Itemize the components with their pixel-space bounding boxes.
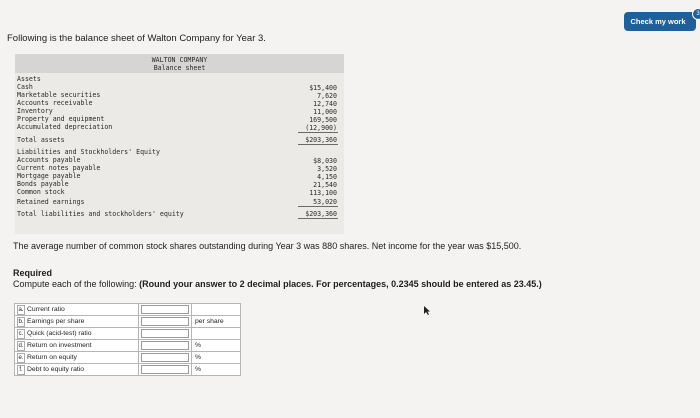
bs-row-label: Retained earnings [17,198,85,206]
instructions-rounding-note: (Round your answer to 2 decimal places. For percentages, 0.2345 should be entered as 23.45.) [139,279,542,289]
notification-badge: 3 [692,8,700,20]
balance-sheet-header [15,54,344,73]
current-ratio-input[interactable] [141,305,189,314]
intro-text: Following is the balance sheet of Walton Company for Year 3. [7,33,266,44]
subtotal-rule [298,206,338,207]
row-letter: d. [18,342,24,349]
bs-row-label: Accounts receivable [17,99,93,107]
bs-row-label: Marketable securities [17,91,101,99]
table-row [15,328,241,340]
instructions-prefix: Compute each of the following: [13,279,140,289]
bs-row-label: Total assets [17,136,65,144]
bs-row-value: 53,020 [313,198,337,206]
bs-row-value: 11,000 [313,108,337,116]
mouse-cursor-icon [424,306,431,315]
bs-row-value: 3,520 [317,165,337,173]
answer-unit: per share [192,316,241,328]
answer-unit: % [192,364,241,376]
bs-row-value: 113,100 [309,189,337,197]
bs-row-label: Cash [17,83,33,91]
question-text: The average number of common stock shares outstanding during Year 3 was 880 shares. Net income for the year was $15,500. [13,241,522,251]
bs-row-label: Mortgage payable [17,172,81,180]
total-rule [298,144,338,145]
bs-row-label: Liabilities and Stockholders' Equity [17,148,160,156]
answer-label: Return on investment [27,341,92,349]
bs-row-label: Accumulated depreciation [17,123,113,131]
return-on-investment-input[interactable] [141,341,189,350]
table-row [15,364,241,376]
table-row [15,316,241,328]
bs-row-value: $15,400 [309,84,337,92]
table-row [15,340,241,352]
answer-table [14,303,241,376]
debt-to-equity-input[interactable] [141,365,189,374]
total-rule [298,218,338,219]
bs-row-label: Total liabilities and stockholders' equity [17,210,184,218]
bs-row-value: $203,360 [305,210,337,218]
bs-row-label: Property and equipment [17,115,105,123]
bs-row-label: Accounts payable [17,156,81,164]
answer-unit: % [192,352,241,364]
bs-row-value: 12,740 [313,100,337,108]
quick-ratio-input[interactable] [141,329,189,338]
answer-label: Current ratio [27,305,65,313]
instructions [13,279,542,289]
earnings-per-share-input[interactable] [141,317,189,326]
bs-row-value: 7,620 [317,92,337,100]
answer-unit: % [192,340,241,352]
answer-label: Debt to equity ratio [27,365,85,373]
bs-row-value: 169,500 [309,116,337,124]
answer-unit [192,328,241,340]
sheet-title: Balance sheet [153,64,206,72]
row-letter: a. [18,306,24,313]
table-row [15,304,241,316]
bs-row-label: Current notes payable [17,164,101,172]
answer-label: Return on equity [27,353,77,361]
bs-row-value: (12,900) [305,124,337,132]
bs-row-value: $203,360 [305,136,337,144]
row-letter: e. [18,354,24,361]
table-row [15,352,241,364]
bs-row-label: Inventory [17,107,53,115]
row-letter: f. [17,365,25,375]
check-my-work-button[interactable]: Check my work [624,12,696,31]
required-heading: Required [13,268,53,278]
subtotal-rule [298,132,338,133]
bs-row-value: 21,540 [313,181,337,189]
bs-row-value: 4,150 [317,173,337,181]
return-on-equity-input[interactable] [141,353,189,362]
row-letter: b. [18,318,24,325]
balance-sheet [15,54,344,234]
answer-label: Quick (acid-test) ratio [27,329,92,337]
answer-unit [192,304,241,316]
bs-row-label: Assets [17,75,41,83]
company-name: WALTON COMPANY [151,56,208,64]
answer-label: Earnings per share [27,317,85,325]
row-letter: c. [18,330,24,337]
bs-row-label: Bonds payable [17,180,69,188]
bs-row-value: $8,030 [313,157,337,165]
bs-row-label: Common stock [17,188,65,196]
